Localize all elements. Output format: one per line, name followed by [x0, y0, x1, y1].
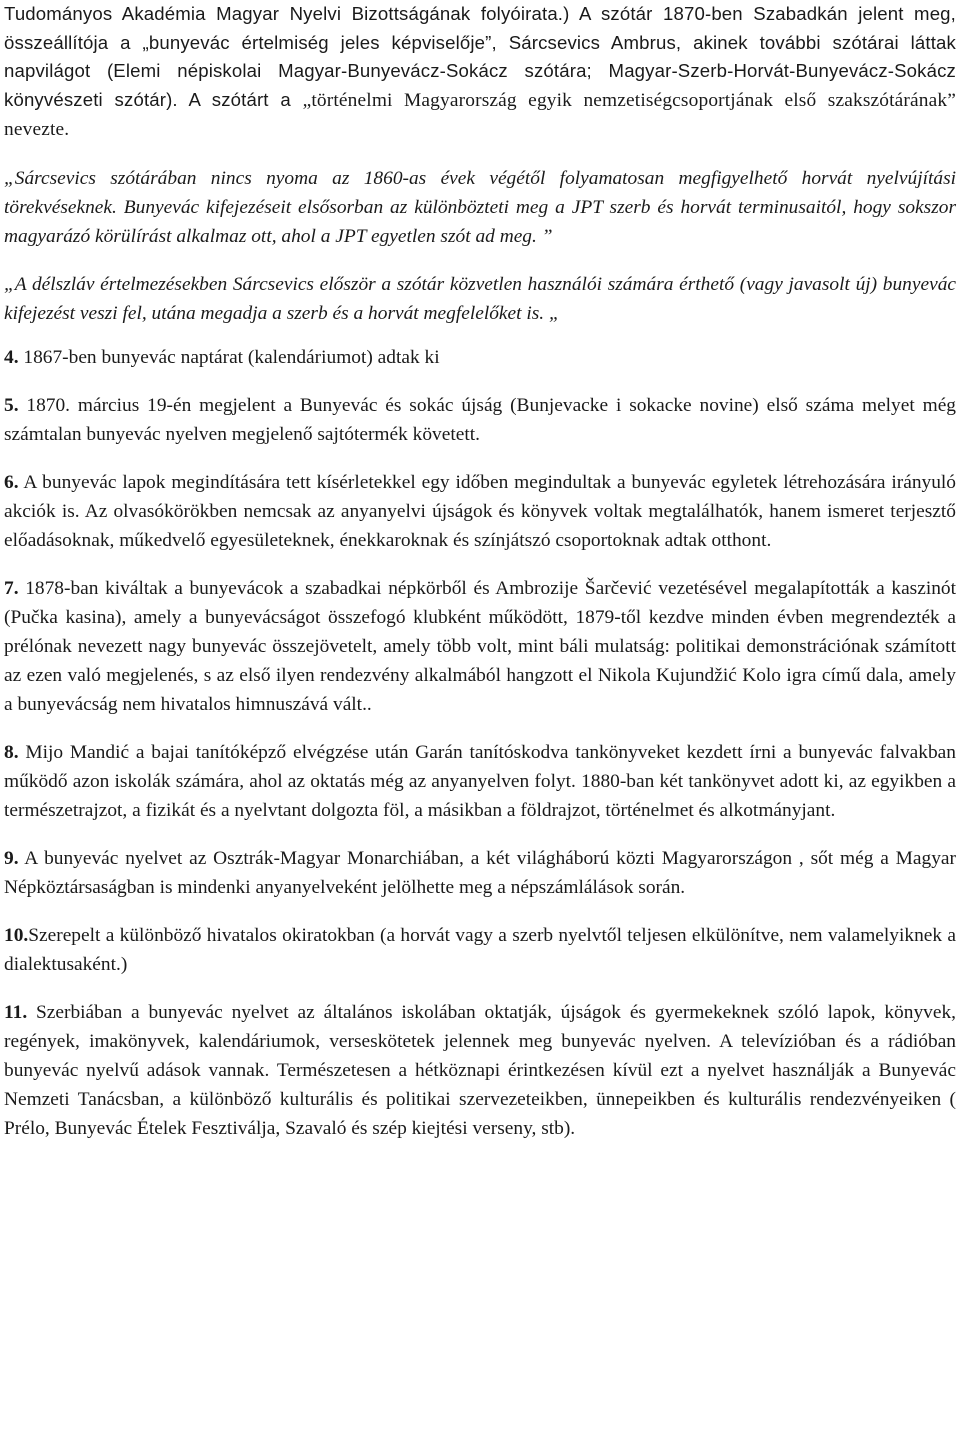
document-page [4, 0, 956, 1143]
paragraph-dictionary-quote: „történelmi Magyarország egyik nemzetiségcsoportjának első szakszótárának” nevezte. [4, 89, 956, 140]
item-text: Szerepelt a különböző hivatalos okiratokban (a horvát vagy a szerb nyelvtől teljesen elkülönítve, nem valamelyiknek a dialektusaként.) [4, 924, 956, 975]
item-number: 4. [4, 346, 19, 368]
numbered-item-10 [4, 921, 956, 979]
quote-paragraph-1 [4, 164, 956, 251]
numbered-item-6 [4, 468, 956, 555]
numbered-item-9 [4, 844, 956, 902]
numbered-item-7 [4, 574, 956, 719]
quote-paragraph-1-part-b: Bunyevác kifejezéseit elsősorban az különbözteti meg a JPT szerb és horvát terminusaitól, hogy sokszor magyarázó körülírást alkalmaz ott, ahol a JPT egyetlen szót ad meg. ” [4, 196, 956, 247]
item-text: 1878-ban kiváltak a bunyevácok a szabadkai népkörből és Ambrozije Šarčević vezetésével megalapították a kaszinót (Pučka kasina), amely a bunyevácságot összefogó klubként működött, 1879-től kezdve minden évben megrendezték a prélónak nevezett nagy bunyevác összejövetelt, amely több volt, mint báli mulatság: politikai demonstrációnak számított az ezen való megjelenés, s az első ilyen rendezvény alkalmából hangzott el Nikola Kujundžić Kolo igra című dala, amely a bunyevácság nem hivatalos himnuszává vált.. [4, 577, 956, 715]
quote-paragraph-1-part-a: „Sárcsevics szótárában nincs nyoma az 1860-as évek végétől folyamatosan megfigyelhető horvát nyelvújítási törekvéseknek. [4, 167, 956, 218]
item-text: A bunyevác nyelvet az Osztrák-Magyar Monarchiában, a két világháború közti Magyarországon , sőt még a Magyar Népköztársaságban is mindenki anyanyelveként jelölhette meg a népszámlálások során. [4, 847, 956, 898]
item-text: 1870. március 19-én megjelent a Bunyevác és sokác újság (Bunjevacke i sokacke novine) első száma melyet még számtalan bunyevác nyelven megjelenő sajtótermék követett. [4, 394, 956, 445]
item-number: 9. [4, 847, 19, 869]
numbered-item-4 [4, 343, 956, 372]
item-number: 11. [4, 1001, 28, 1023]
item-number: 8. [4, 741, 19, 763]
numbered-item-8 [4, 738, 956, 825]
item-number: 6. [4, 471, 19, 493]
item-text: Szerbiában a bunyevác nyelvet az általános iskolában oktatják, újságok és gyermekeknek szóló lapok, könyvek, regények, imakönyvek, kalendáriumok, verseskötetek jelennek meg bunyevác nyelven. A televízióban és a rádióban bunyevác nyelvű adások vannak. Természetesen a hétköznapi érintkezésen kívül ezt a nyelvet használják a Bunyevác Nemzeti Tanácsban, a különböző kulturális és politikai szervezeteikben, ünnepeikben és kulturális rendezvényeiken ( Prélo, Bunyevác Ételek Fesztiválja, Szavaló és szép kiejtési verseny, stb). [4, 1001, 956, 1139]
item-text: A bunyevác lapok megindítására tett kísérletekkel egy időben megindultak a bunyevác egyletek létrehozására irányuló akciók is. Az olvasókörökben nemcsak az anyanyelvi újságok és könyvek voltak megtalálhatók, hanem ismeret terjesztő előadásoknak, műkedvelő egyesületeknek, énekkaroknak és színjátszó csoportoknak adtak otthont. [4, 471, 956, 551]
item-number: 5. [4, 394, 19, 416]
item-number: 7. [4, 577, 19, 599]
paragraph-dictionary-intro-text: Tudományos Akadémia Magyar Nyelvi Bizottságának folyóirata.) A szótár 1870-ben Szabadkán jelent meg, összeállítója a „bunyevác értelmiség jeles képviselője”, Sárcsevics Ambrus, akinek további szótárai láttak napvilágot (Elemi népiskolai Magyar-Bunyevácz-Sokácz szótára; Magyar-Szerb-Horvát-Bunyevácz-Sokácz könyvészeti szótár). A szótárt a [4, 3, 956, 110]
numbered-item-5 [4, 391, 956, 449]
paragraph-dictionary-intro [4, 0, 956, 145]
quote-paragraph-2: „A délszláv értelmezésekben Sárcsevics először a szótár közvetlen használói számára érthető (vagy javasolt új) bunyevác kifejezést veszi fel, utána megadja a szerb és a horvát megfelelőket is. „ [4, 273, 956, 324]
item-number: 10. [4, 924, 29, 946]
item-text: 1867-ben bunyevác naptárat (kalendáriumot) adtak ki [18, 346, 440, 368]
item-text: Mijo Mandić a bajai tanítóképző elvégzése után Garán tanítóskodva tankönyveket kezdett írni a bunyevác falvakban működő azon iskolák számára, ahol az oktatás még az anyanyelven folyt. 1880-ban két tankönyvet adott ki, az egyikben a természetrajzot, a fizikát és a nyelvtant dolgozta föl, a másikban a földrajzot, történelmet és alkotmányjant. [4, 741, 956, 821]
numbered-item-11 [4, 998, 956, 1143]
